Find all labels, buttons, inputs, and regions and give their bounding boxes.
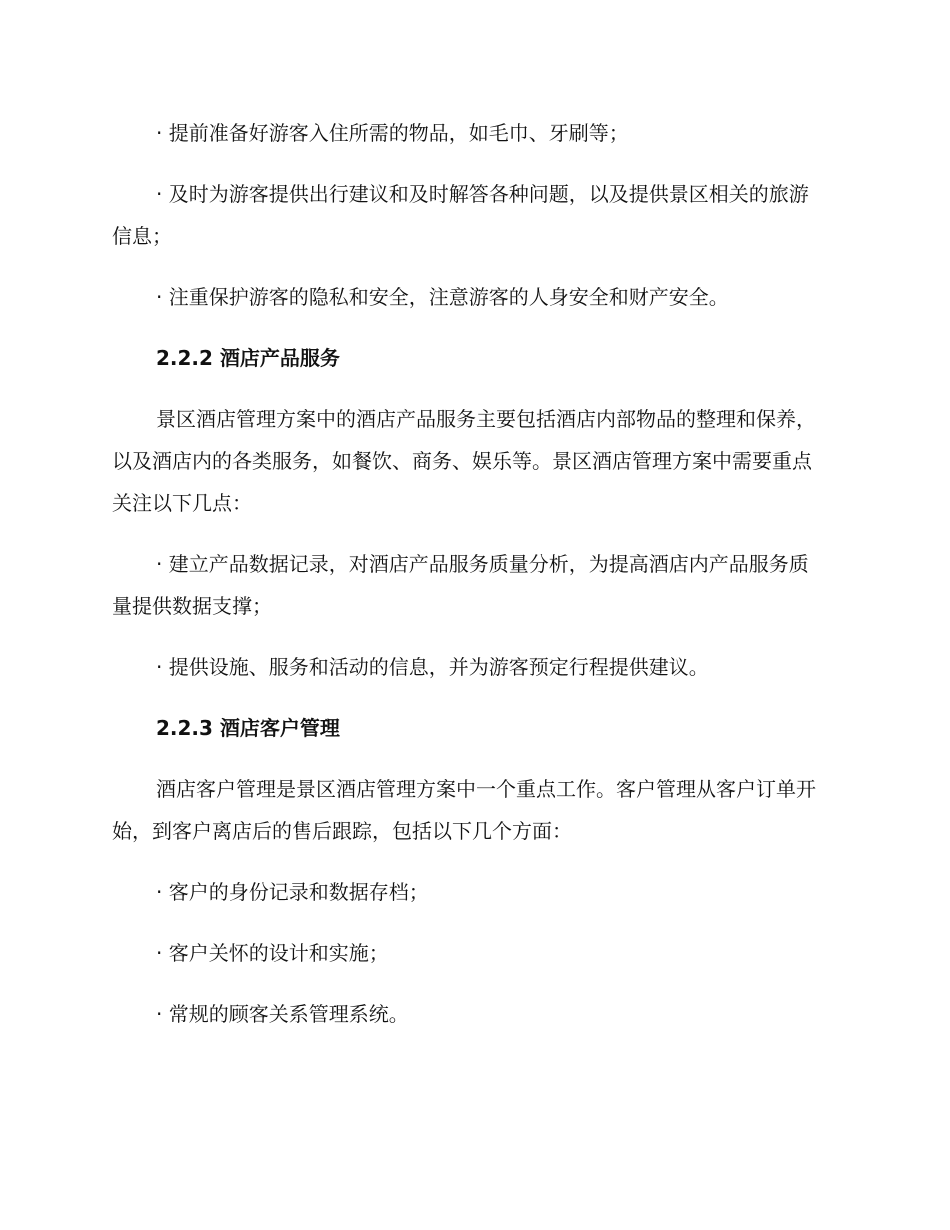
section-paragraph: 景区酒店管理方案中的酒店产品服务主要包括酒店内部物品的整理和保养，以及酒店内的各类服务，如餐饮、商务、娱乐等。景区酒店管理方案中需要重点关注以下几点： [112,407,816,515]
document-body [112,112,828,1054]
section-heading-2-2-3: 2.2.3 酒店客户管理 [156,716,340,740]
section-paragraph: 酒店客户管理是景区酒店管理方案中一个重点工作。客户管理从客户订单开始，到客户离店后的售后跟踪，包括以下几个方面： [112,777,816,843]
bullet-item: · 提供设施、服务和活动的信息，并为游客预定行程提供建议。 [156,655,709,679]
bullet-item: · 客户的身份记录和数据存档； [156,880,429,904]
bullet-item: · 提前准备好游客入住所需的物品，如毛巾、牙刷等； [156,121,629,145]
bullet-item: · 建立产品数据记录，对酒店产品服务质量分析，为提高酒店内产品服务质量提供数据支撑； [112,552,809,618]
bullet-item: · 常规的顾客关系管理系统。 [156,1002,409,1026]
bullet-item: · 注重保护游客的隐私和安全，注意游客的人身安全和财产安全。 [156,285,729,309]
section-heading-2-2-2: 2.2.2 酒店产品服务 [156,346,340,370]
bullet-item: · 及时为游客提供出行建议和及时解答各种问题，以及提供景区相关的旅游信息； [112,182,809,248]
bullet-item: · 客户关怀的设计和实施； [156,941,389,965]
